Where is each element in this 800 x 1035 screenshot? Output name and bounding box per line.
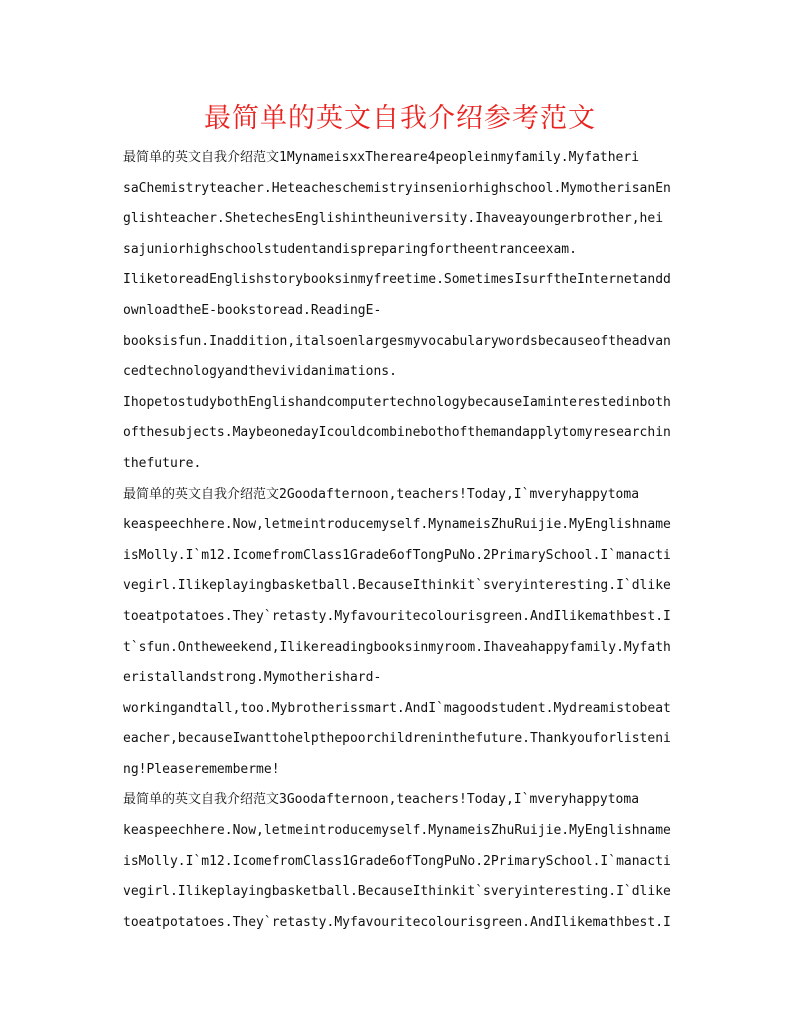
body-line: isMolly.I`m12.IcomefromClass1Grade6ofTongPuNo.2PrimarySchool.I`manacti	[123, 547, 671, 563]
document-title: 最简单的英文自我介绍参考范文	[204, 103, 596, 134]
body-line: cedtechnologyandthevividanimations.	[123, 364, 397, 380]
body-line: IhopetostudybothEnglishandcomputertechnologybecauseIaminterestedinboth	[123, 394, 671, 410]
body-line: t`sfun.Ontheweekend,Ilikereadingbooksinmyroom.Ihaveahappyfamily.Myfath	[123, 639, 671, 655]
body-line: 最简单的英文自我介绍范文2Goodafternoon,teachers!Today,I`mveryhappytoma	[123, 486, 640, 502]
body-line: vegirl.Ilikeplayingbasketball.BecauseIthinkit`sveryinteresting.I`dlike	[123, 578, 671, 594]
body-line: ownloadtheE-bookstoread.ReadingE-	[123, 302, 382, 318]
body-line: toeatpotatoes.They`retasty.Myfavouritecolourisgreen.AndIlikemathbest.I	[123, 608, 671, 624]
body-line: eristallandstrong.Mymotherishard-	[123, 670, 382, 686]
body-line: 最简单的英文自我介绍范文1MynameisxxThereare4peopleinmyfamily.Myfatheri	[123, 150, 640, 165]
body-line: keaspeechhere.Now,letmeintroducemyself.MynameisZhuRuijie.MyEnglishname	[123, 823, 671, 839]
body-line: keaspeechhere.Now,letmeintroducemyself.MynameisZhuRuijie.MyEnglishname	[123, 517, 671, 533]
body-line: 最简单的英文自我介绍范文3Goodafternoon,teachers!Today,I`mveryhappytoma	[123, 792, 640, 808]
body-line: sajuniorhighschoolstudentandispreparingfortheentranceexam.	[123, 241, 577, 257]
body-line: vegirl.Ilikeplayingbasketball.BecauseIthinkit`sveryinteresting.I`dlike	[123, 884, 671, 900]
body-line: IliketoreadEnglishstorybooksinmyfreetime.SometimesIsurftheInternetandd	[123, 272, 671, 288]
body-line: workingandtall,too.Mybrotherissmart.AndI`magoodstudent.Mydreamistobeat	[123, 700, 671, 716]
body-line: ng!Pleaserememberme!	[123, 761, 280, 777]
body-line: thefuture.	[123, 455, 202, 471]
body-line: ofthesubjects.MaybeonedayIcouldcombinebothofthemandapplytomyresearchin	[123, 425, 671, 441]
body-line: glishteacher.ShetechesEnglishintheuniversity.Ihaveayoungerbrother,hei	[123, 211, 664, 227]
body-line: eacher,becauseIwanttohelpthepoorchildreninthefuture.Thankyouforlisteni	[123, 731, 671, 747]
body-line: toeatpotatoes.They`retasty.Myfavouritecolourisgreen.AndIlikemathbest.I	[123, 914, 671, 930]
body-line: isMolly.I`m12.IcomefromClass1Grade6ofTongPuNo.2PrimarySchool.I`manacti	[123, 853, 671, 869]
body-line: saChemistryteacher.Heteacheschemistryinseniorhighschool.MymotherisanEn	[123, 180, 671, 196]
document-body	[123, 143, 675, 938]
body-line: booksisfun.Inaddition,italsoenlargesmyvocabularywordsbecauseoftheadvan	[123, 333, 671, 349]
